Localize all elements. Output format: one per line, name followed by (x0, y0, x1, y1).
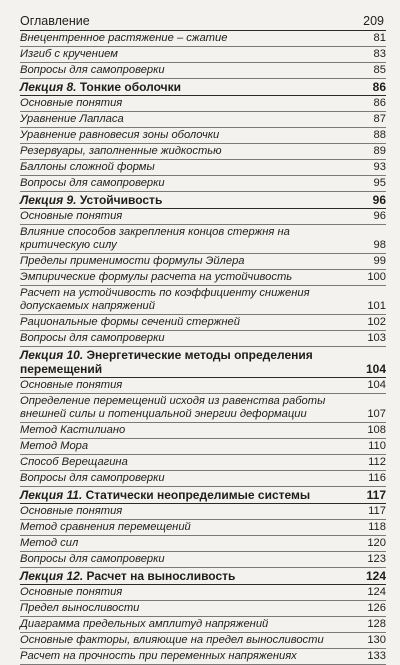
toc-lecture-row[interactable] (20, 568, 386, 585)
toc-entry-row[interactable] (20, 128, 386, 144)
toc-entry-row[interactable] (20, 423, 386, 439)
toc-page-number: 100 (367, 271, 386, 283)
toc-page-number: 104 (365, 362, 386, 376)
toc-entry-title: Вопросы для самопроверки (20, 472, 165, 484)
toc-entry-title: Основные понятия (20, 379, 123, 391)
toc-entry-row[interactable] (20, 47, 386, 63)
toc-entry-row[interactable] (20, 331, 386, 347)
lecture-title: Расчет на выносливость (86, 569, 236, 583)
toc-entry-row[interactable] (20, 225, 386, 254)
toc-page-number: 99 (373, 255, 386, 267)
toc-page-number: 89 (373, 145, 386, 157)
toc-lecture-row[interactable] (20, 487, 386, 504)
toc-entry-row[interactable] (20, 633, 386, 649)
toc-entry-title: Эмпирические формулы расчета на устойчивость (20, 271, 293, 283)
toc-page-number: 101 (367, 300, 386, 312)
toc-page-number: 86 (373, 97, 386, 109)
toc-page-number: 85 (373, 64, 386, 76)
toc-entry-row[interactable] (20, 617, 386, 633)
toc-entry-title: Вопросы для самопроверки (20, 332, 165, 344)
toc-entry-row[interactable] (20, 378, 386, 394)
toc-entry-title: Метод сравнения перемещений (20, 521, 191, 533)
toc-entry-title: Изгиб с кручением (20, 48, 118, 60)
lecture-number: Лекция 10. (20, 348, 84, 362)
toc-entry-title: Основные понятия (20, 210, 123, 222)
toc-entry-title: Вопросы для самопроверки (20, 177, 165, 189)
toc-entry-title: Расчет на прочность при переменных напряжениях (20, 650, 297, 662)
page-header (20, 14, 386, 31)
toc-entry-row[interactable] (20, 471, 386, 487)
toc-entry-row[interactable] (20, 31, 386, 47)
toc-page-number: 104 (367, 379, 386, 391)
toc-entry-row[interactable] (20, 176, 386, 192)
toc-entry-row[interactable] (20, 254, 386, 270)
toc-page-number: 118 (368, 521, 386, 533)
toc-entry-title: Метод Мора (20, 440, 89, 452)
toc-entry-title: Уравнение Лапласа (20, 113, 124, 125)
toc-page-number: 87 (373, 113, 386, 125)
toc-page-number: 123 (367, 553, 386, 565)
toc-page-number: 108 (367, 424, 386, 436)
toc-entry-row[interactable] (20, 286, 386, 315)
toc-page-number: 95 (373, 177, 386, 189)
toc-page-number: 116 (368, 472, 386, 484)
toc-entry-title: Пределы применимости формулы Эйлера (20, 255, 245, 267)
lecture-title: Статически неопределимые системы (85, 488, 311, 502)
page-title: Оглавление (20, 14, 90, 28)
table-of-contents (20, 31, 386, 665)
toc-entry-title: Определение перемещений исходя из равенства работы внешней силы и потенциальной энергии деформации (20, 395, 326, 420)
toc-entry-title: Вопросы для самопроверки (20, 553, 165, 565)
toc-page-number: 93 (373, 161, 386, 173)
toc-entry-title: Баллоны сложной формы (20, 161, 155, 173)
toc-page-number: 107 (367, 408, 386, 420)
lecture-title: Тонкие оболочки (79, 80, 182, 94)
toc-entry-row[interactable] (20, 585, 386, 601)
toc-page-number: 120 (367, 537, 386, 549)
toc-entry-title: Способ Верещагина (20, 456, 128, 468)
toc-entry-title: Предел выносливости (20, 602, 140, 614)
toc-entry-title: Основные понятия (20, 586, 123, 598)
toc-entry-title: Диаграмма предельных амплитуд напряжений (20, 618, 269, 630)
toc-page-number: 112 (368, 456, 386, 468)
toc-entry-title: Основные понятия (20, 97, 123, 109)
lecture-number: Лекция 9. (20, 193, 77, 207)
lecture-title: Устойчивость (79, 193, 163, 207)
lecture-number: Лекция 11. (20, 488, 83, 502)
toc-page-number: 130 (367, 634, 386, 646)
toc-entry-title: Метод сил (20, 537, 79, 549)
toc-lecture-heading (20, 569, 360, 583)
toc-entry-row[interactable] (20, 601, 386, 617)
toc-entry-title: Основные понятия (20, 505, 123, 517)
toc-page-number: 103 (367, 332, 386, 344)
toc-page-number: 117 (366, 488, 386, 502)
toc-entry-row[interactable] (20, 520, 386, 536)
toc-page-number: 98 (373, 239, 386, 251)
toc-page-number: 86 (372, 80, 386, 94)
toc-entry-row[interactable] (20, 112, 386, 128)
toc-entry-title: Рациональные формы сечений стержней (20, 316, 240, 328)
lecture-number: Лекция 12. (20, 569, 84, 583)
toc-page-number: 96 (372, 193, 386, 207)
toc-entry-row[interactable] (20, 394, 386, 423)
toc-page-number: 117 (368, 505, 386, 517)
toc-entry-title: Влияние способов закрепления концов стержня на критическую силу (20, 226, 290, 251)
toc-page-number: 133 (367, 650, 386, 662)
toc-entry-row[interactable] (20, 552, 386, 568)
toc-page-number: 102 (367, 316, 386, 328)
toc-lecture-heading (20, 488, 360, 502)
lecture-number: Лекция 8. (20, 80, 77, 94)
toc-entry-title: Вопросы для самопроверки (20, 64, 165, 76)
toc-entry-title: Расчет на устойчивость по коэффициенту снижения допускаемых напряжений (20, 287, 310, 312)
toc-entry-row[interactable] (20, 63, 386, 79)
toc-page-number: 128 (367, 618, 386, 630)
toc-page-number: 124 (367, 586, 386, 598)
toc-page-number: 83 (373, 48, 386, 60)
toc-entry-row[interactable] (20, 455, 386, 471)
toc-page-number: 96 (373, 210, 386, 222)
toc-entry-row[interactable] (20, 504, 386, 520)
toc-entry-row[interactable] (20, 96, 386, 112)
lecture-title: Энергетические методы определения перемещений (20, 348, 313, 376)
toc-lecture-heading (20, 348, 360, 376)
page-number: 209 (363, 14, 384, 28)
toc-entry-row[interactable] (20, 209, 386, 225)
toc-lecture-row[interactable] (20, 79, 386, 96)
toc-lecture-row[interactable] (20, 347, 386, 378)
toc-entry-row[interactable] (20, 315, 386, 331)
toc-entry-title: Метод Кастилиано (20, 424, 126, 436)
toc-entry-row[interactable] (20, 270, 386, 286)
toc-entry-row[interactable] (20, 536, 386, 552)
toc-entry-title: Внецентренное растяжение – сжатие (20, 32, 228, 44)
toc-entry-title: Резервуары, заполненные жидкостью (20, 145, 222, 157)
toc-entry-title: Основные факторы, влияющие на предел выносливости (20, 634, 324, 646)
toc-page-number: 126 (367, 602, 386, 614)
toc-page-number: 81 (373, 32, 386, 44)
toc-lecture-heading (20, 193, 360, 207)
toc-page-number: 88 (373, 129, 386, 141)
toc-entry-row[interactable] (20, 160, 386, 176)
toc-page-number: 124 (365, 569, 386, 583)
toc-lecture-heading (20, 80, 360, 94)
toc-lecture-row[interactable] (20, 192, 386, 209)
toc-entry-row[interactable] (20, 439, 386, 455)
toc-page-number: 110 (368, 440, 386, 452)
toc-entry-title: Уравнение равновесия зоны оболочки (20, 129, 220, 141)
toc-entry-row[interactable] (20, 649, 386, 665)
toc-entry-row[interactable] (20, 144, 386, 160)
